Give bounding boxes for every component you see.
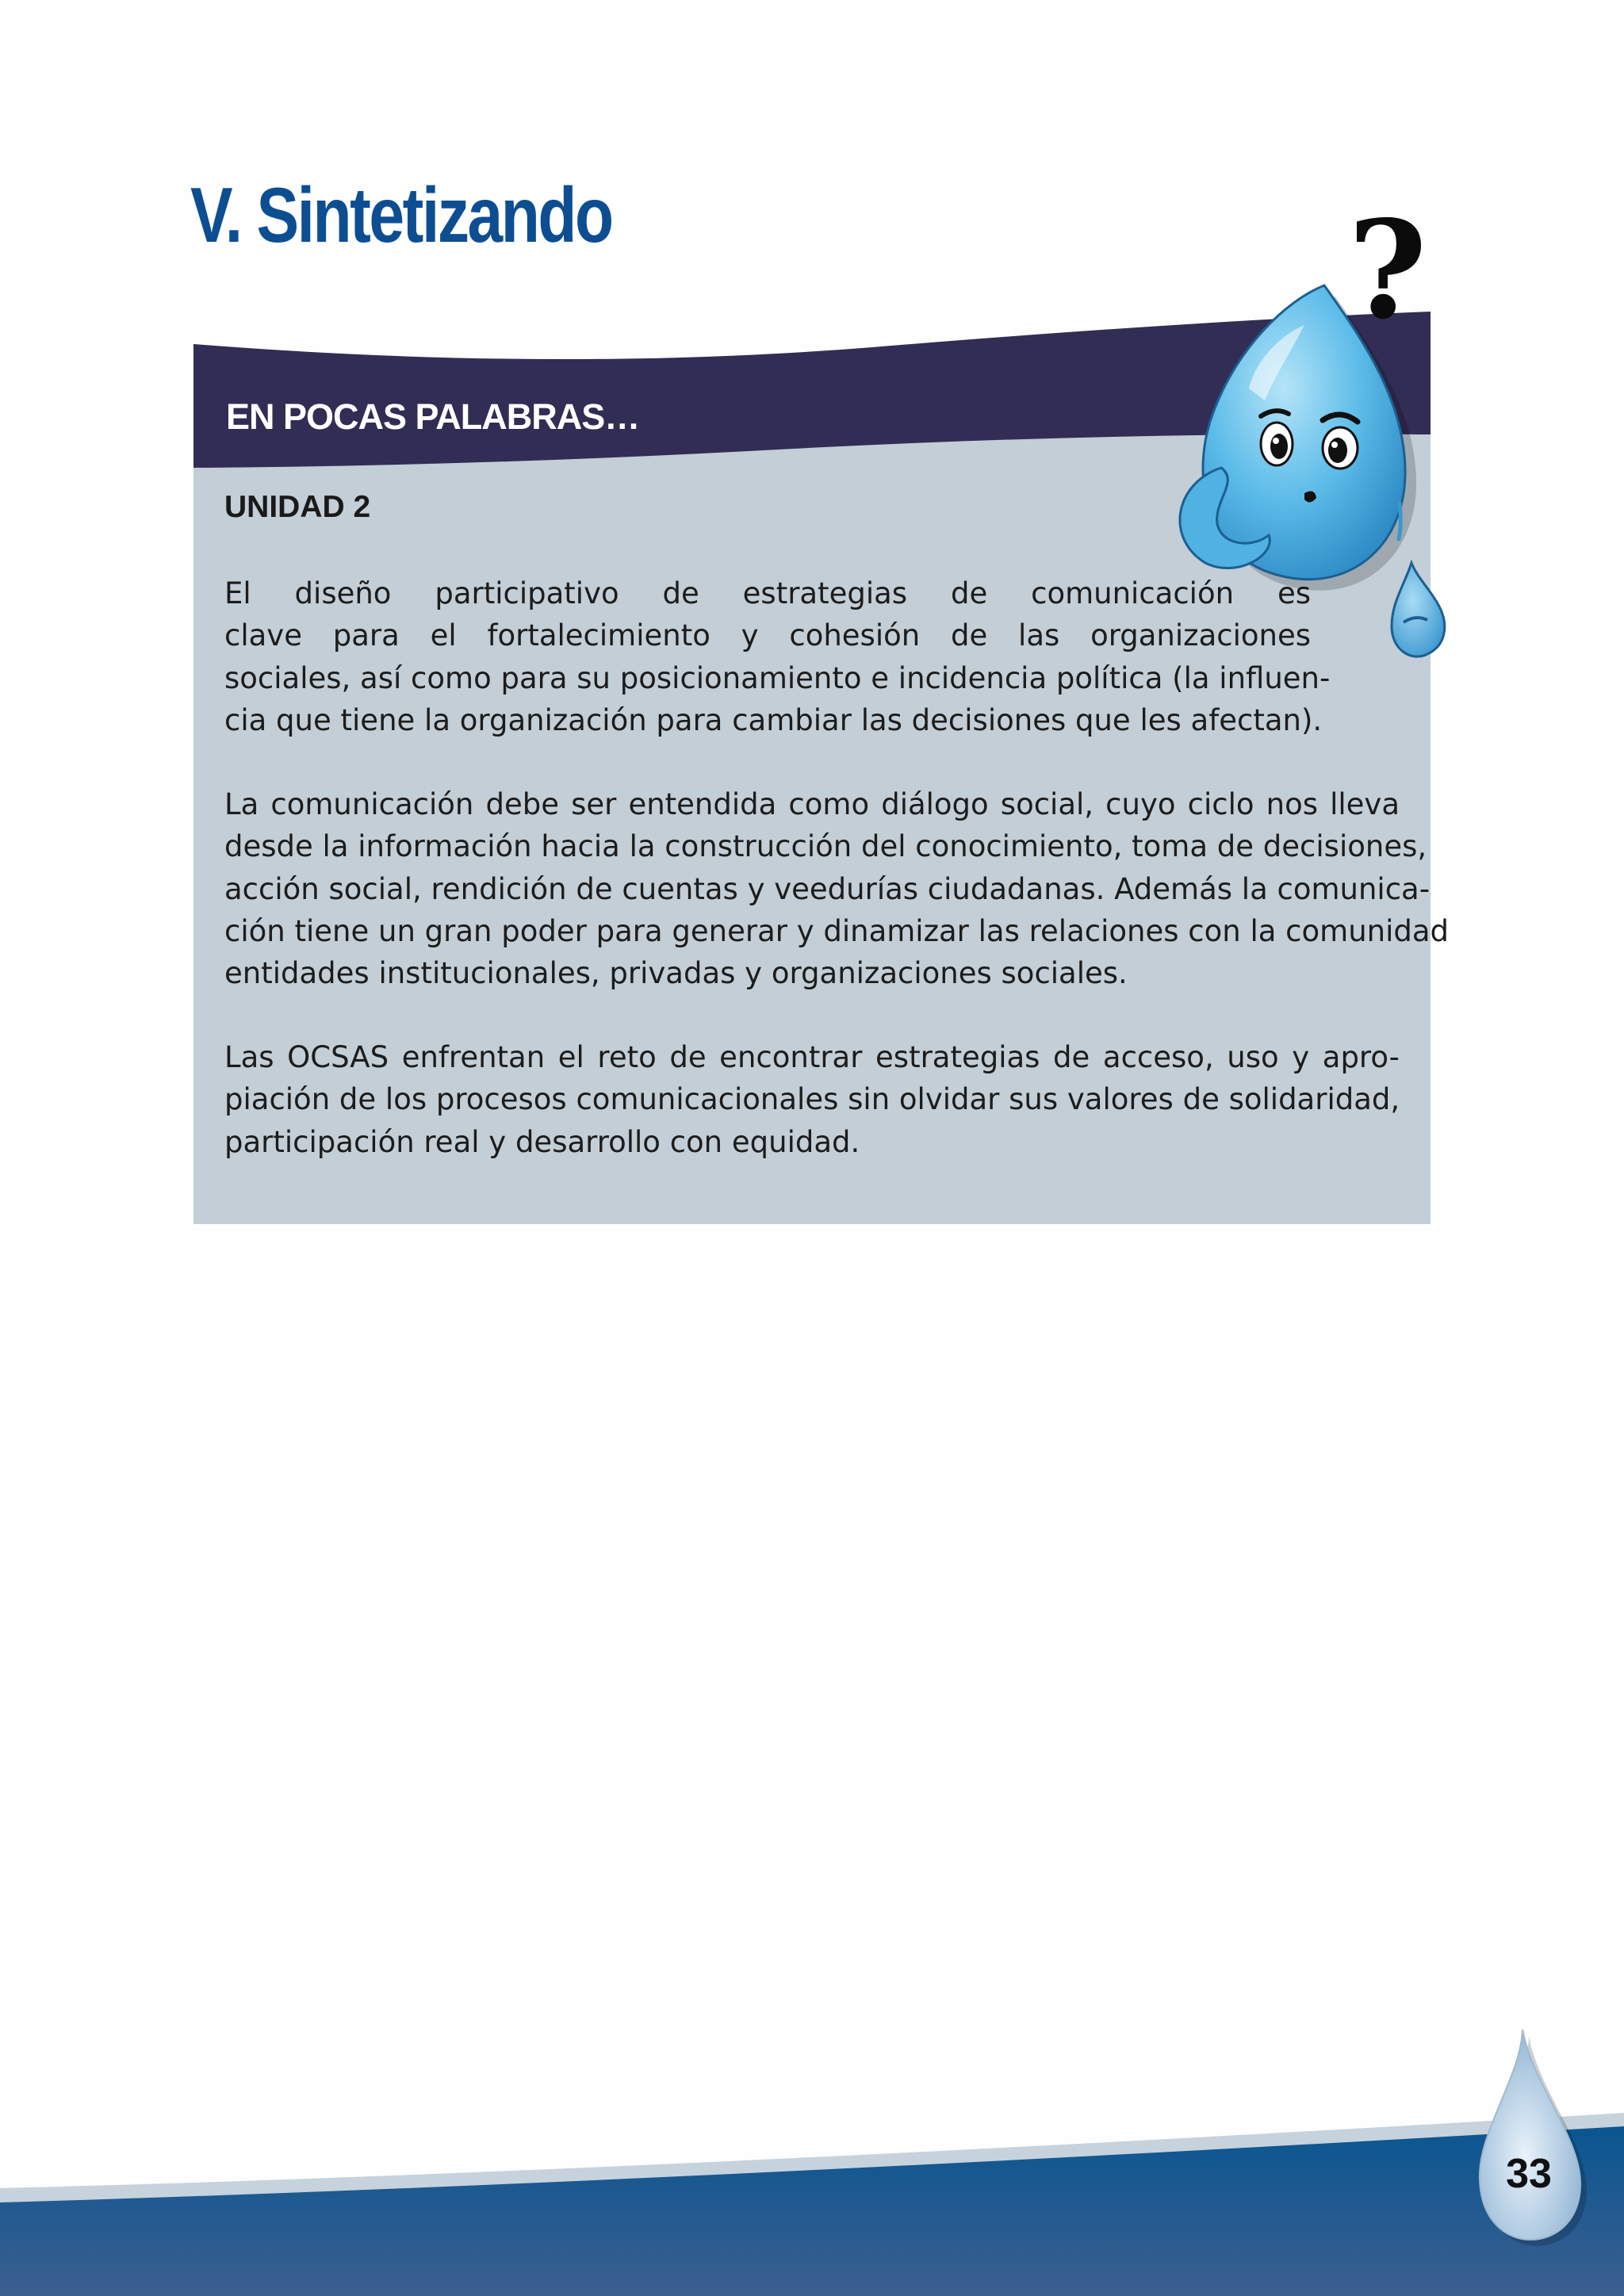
water-drop-mascot-icon: [1078, 182, 1459, 721]
unit-label: UNIDAD 2: [224, 490, 371, 524]
paragraph-social-dialogue: [224, 783, 1450, 994]
footer-band: [0, 2077, 1624, 2296]
text-line: La comunicación debe ser entendida como diálogo social, cuyo ciclo nos lleva: [224, 787, 1400, 821]
text-line: participación real y desarrollo con equidad.: [224, 1124, 860, 1159]
page-number: 33: [1506, 2151, 1552, 2197]
text-line: clave para el fortalecimiento y cohesión de las organizaciones: [224, 618, 1311, 653]
text-line: sociales, así como para su posicionamiento e incidencia política (la influen-: [224, 660, 1331, 695]
paragraph-ocsas-challenge: [224, 1036, 1400, 1163]
page-number-drop-icon: [1457, 2022, 1600, 2260]
text-line: entidades institucionales, privadas y organizaciones sociales.: [224, 956, 1128, 991]
summary-header: EN POCAS PALABRAS…: [226, 396, 640, 437]
question-mark-icon: ?: [1348, 191, 1427, 350]
text-line: Las OCSAS enfrentan el reto de encontrar estrategias de acceso, uso y apro-: [224, 1040, 1400, 1074]
text-line: cia que tiene la organización para cambiar las decisiones que les afectan).: [224, 702, 1323, 737]
text-line: ción tiene un gran poder para generar y dinamizar las relaciones con la comunidad: [224, 913, 1450, 948]
text-line: El diseño participativo de estrategias de comunicación es: [224, 576, 1311, 610]
text-line: acción social, rendición de cuentas y veedurías ciudadanas. Además la comunica-: [224, 871, 1431, 906]
page-title: V. Sintetizando: [190, 171, 612, 258]
text-line: desde la información hacia la construcción del conocimiento, toma de decisiones,: [224, 829, 1427, 864]
text-line: piación de los procesos comunicacionales sin olvidar sus valores de solidaridad,: [224, 1082, 1400, 1117]
